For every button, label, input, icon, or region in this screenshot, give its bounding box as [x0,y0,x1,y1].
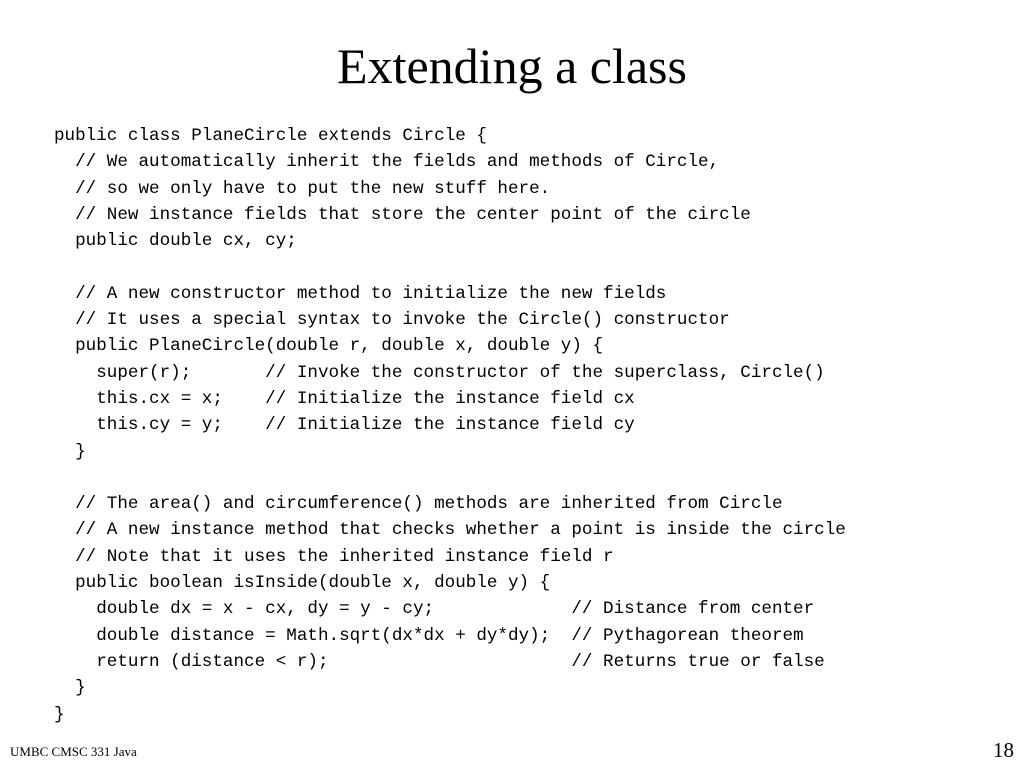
code-line-21: return (distance < r); // Returns true or false [54,651,825,672]
page-number: 18 [993,738,1014,762]
code-line-10: super(r); // Invoke the constructor of the superclass, Circle() [54,362,825,383]
code-line-23: } [54,704,65,725]
code-line-7: // A new constructor method to initialize the new fields [54,283,667,304]
code-line-12: this.cy = y; // Initialize the instance field cy [54,415,635,436]
code-line-15: // The area() and circumference() methods are inherited from Circle [54,494,783,515]
code-line-16: // A new instance method that checks whether a point is inside the circle [54,520,846,541]
code-line-14 [54,465,846,491]
code-line-9: public PlaneCircle(double r, double x, double y) { [54,336,604,357]
footer-course-label: UMBC CMSC 331 Java [10,744,137,759]
slide-title: Extending a class [337,38,687,94]
code-line-20: double distance = Math.sqrt(dx*dx + dy*dy); // Pythagorean theorem [54,625,804,646]
code-line-1: public class PlaneCircle extends Circle { [54,126,487,146]
code-line-3: // so we only have to put the new stuff here. [54,178,551,199]
code-line-8: // It uses a special syntax to invoke the Circle() constructor [54,310,730,331]
code-line-18: public boolean isInside(double x, double y) { [54,573,551,594]
code-line-19: double dx = x - cx, dy = y - cy; // Distance from center [54,599,815,620]
code-block [54,123,846,728]
code-line-17: // Note that it uses the inherited instance field r [54,546,614,567]
code-line-11: this.cx = x; // Initialize the instance field cx [54,388,635,409]
code-line-13: } [54,441,86,462]
code-line-6 [54,254,846,280]
code-line-5: public double cx, cy; [54,231,297,252]
code-line-22: } [54,678,86,699]
code-line-2: // We automatically inherit the fields and methods of Circle, [54,152,720,173]
code-line-4: // New instance fields that store the center point of the circle [54,204,751,225]
